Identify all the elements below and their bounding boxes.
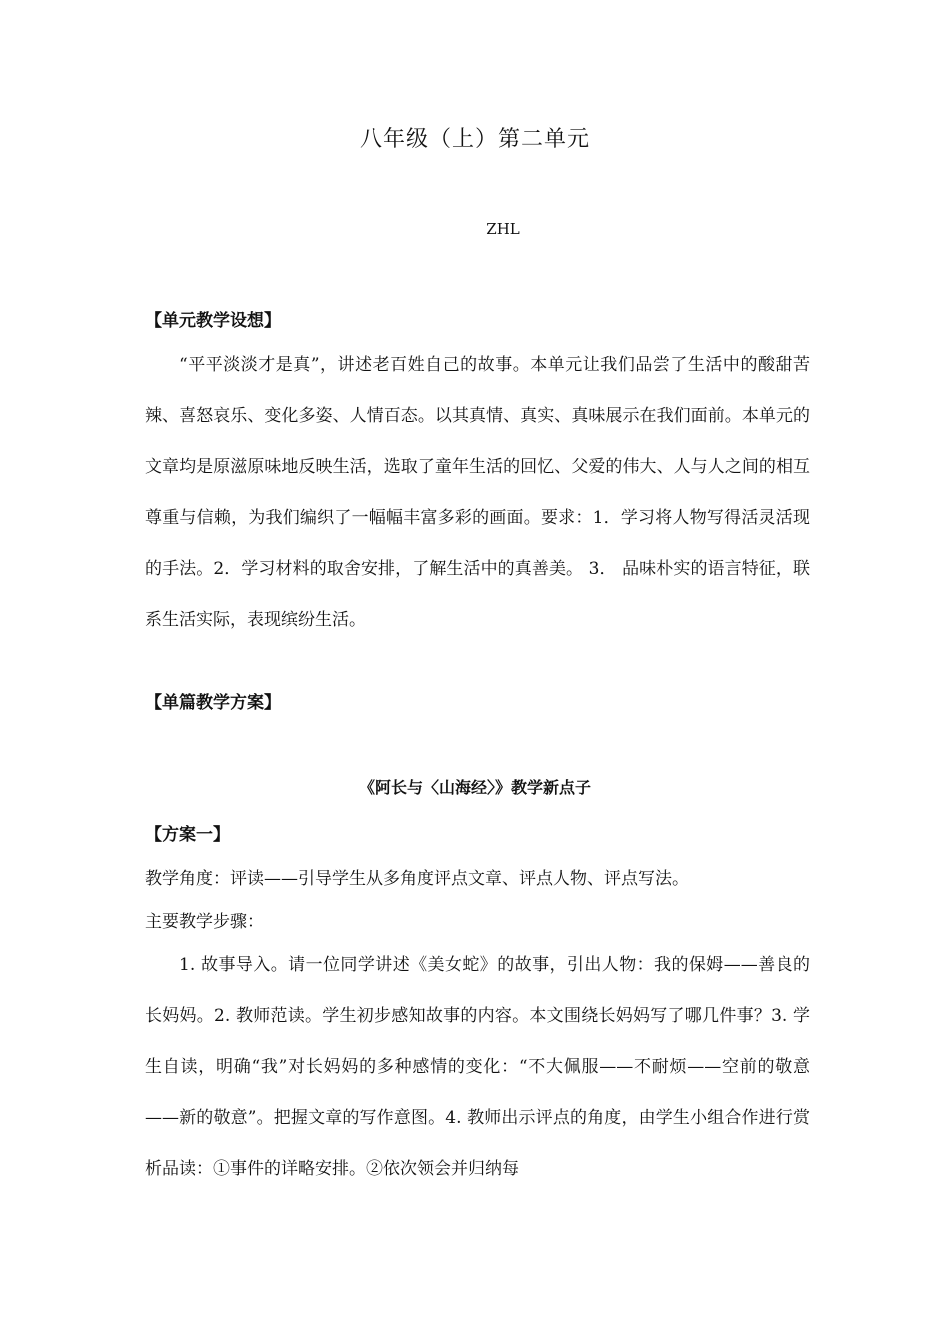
lesson-section-heading: 【单篇教学方案】 [145, 693, 281, 713]
unit-section-paragraph: “平平淡淡才是真”，讲述老百姓自己的故事。本单元让我们品尝了生活中的酸甜苦辣、喜怒哀乐、变化多姿、人情百态。以其真情、真实、真味展示在我们面前。本单元的文章均是原滋原味地反映生活，选取了童年生活的回忆、父爱的伟大、人与人之间的相互尊重与信赖，为我们编织了一幅幅丰富多彩的画面。要求：1．学习将人物写得活灵活现的手法。2．学习材料的取舍安排，了解生活中的真善美。 3． 品味朴实的语言特征，联系生活实际，表现缤纷生活。 [145, 355, 810, 630]
unit-section-heading: 【单元教学设想】 [145, 311, 281, 331]
teaching-angle-line: 教学角度：评读——引导学生从多角度评点文章、评点人物、评点写法。 [145, 869, 689, 889]
plan-heading: 【方案一】 [145, 825, 230, 845]
author-name: ZHL [486, 220, 520, 238]
steps-label: 主要教学步骤： [145, 912, 264, 932]
steps-paragraph: 1. 故事导入。请一位同学讲述《美女蛇》的故事，引出人物：我的保姆——善良的长妈妈。2. 教师范读。学生初步感知故事的内容。本文围绕长妈妈写了哪几件事？3. 学生自读，明确“我”对长妈妈的多种感情的变化：“不大佩服——不耐烦——空前的敬意——新的敬意”。把握文章的写作意图。4. 教师出示评点的角度，由学生小组合作进行赏析品读：①事件的详略安排。②依次领会并归纳每 [145, 955, 810, 1179]
document-title: 八年级（上）第二单元 [359, 127, 590, 152]
lesson-title: 《阿长与〈山海经〉》教学新点子 [358, 778, 591, 797]
